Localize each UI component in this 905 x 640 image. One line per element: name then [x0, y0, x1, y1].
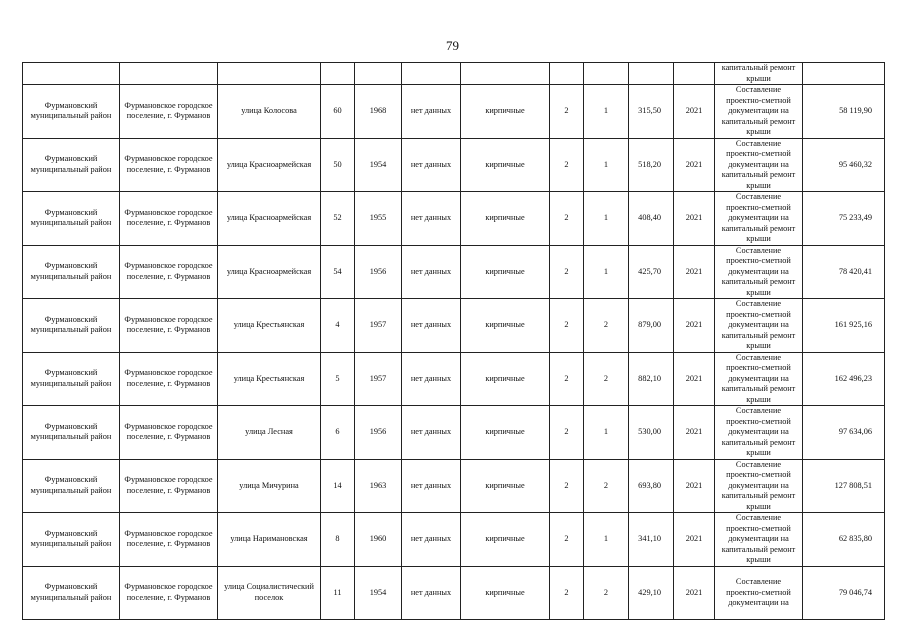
cell-floors: 2	[550, 513, 584, 567]
cell-wear: нет данных	[402, 406, 461, 460]
cell-area: 882,10	[629, 352, 674, 406]
cell-plan-year: 2021	[674, 192, 715, 246]
cell-entrances: 2	[584, 566, 629, 620]
table-row	[23, 245, 885, 299]
cell-work: Составление проектно-сметной документации на	[715, 566, 803, 620]
cell-wear: нет данных	[402, 138, 461, 192]
cell-street: улица Лесная	[218, 406, 321, 460]
table-row	[23, 192, 885, 246]
cell-wall: кирпичные	[461, 566, 550, 620]
cell-plan-year: 2021	[674, 513, 715, 567]
cell-settlement: Фурмановское городское поселение, г. Фурманов	[120, 406, 218, 460]
cell-cost: 58 119,90	[803, 85, 885, 139]
cell-plan-year: 2021	[674, 299, 715, 353]
cell-floors: 2	[550, 85, 584, 139]
cell-area: 425,70	[629, 245, 674, 299]
cell-wear: нет данных	[402, 245, 461, 299]
cell-district: Фурмановский муниципальный район	[23, 85, 120, 139]
cell-wear: нет данных	[402, 459, 461, 513]
cell-year: 1968	[355, 85, 402, 139]
cell-cost: 97 634,06	[803, 406, 885, 460]
cell-house: 14	[321, 459, 355, 513]
cell-settlement: Фурмановское городское поселение, г. Фурманов	[120, 513, 218, 567]
cell-district: Фурмановский муниципальный район	[23, 138, 120, 192]
cell-cost	[803, 63, 885, 85]
cell-wear: нет данных	[402, 513, 461, 567]
table-row	[23, 406, 885, 460]
cell-cost: 95 460,32	[803, 138, 885, 192]
cell-settlement: Фурмановское городское поселение, г. Фурманов	[120, 192, 218, 246]
cell-wall	[461, 63, 550, 85]
cell-plan-year: 2021	[674, 352, 715, 406]
cell-street: улица Социалистический поселок	[218, 566, 321, 620]
cell-plan-year: 2021	[674, 138, 715, 192]
cell-plan-year: 2021	[674, 406, 715, 460]
cell-year: 1957	[355, 352, 402, 406]
cell-year: 1957	[355, 299, 402, 353]
cell-entrances	[584, 63, 629, 85]
cell-street: улица Мичурина	[218, 459, 321, 513]
cell-settlement: Фурмановское городское поселение, г. Фурманов	[120, 459, 218, 513]
cell-street: улица Красноармейская	[218, 138, 321, 192]
cell-floors: 2	[550, 138, 584, 192]
cell-house: 50	[321, 138, 355, 192]
cell-street: улица Крестьянская	[218, 299, 321, 353]
cell-cost: 78 420,41	[803, 245, 885, 299]
cell-plan-year: 2021	[674, 245, 715, 299]
table-row	[23, 459, 885, 513]
cell-entrances: 1	[584, 245, 629, 299]
cell-cost: 62 835,80	[803, 513, 885, 567]
cell-district: Фурмановский муниципальный район	[23, 245, 120, 299]
cell-district: Фурмановский муниципальный район	[23, 299, 120, 353]
cell-work: Составление проектно-сметной документации на капитальный ремонт крыши	[715, 459, 803, 513]
cell-work: капитальный ремонт крыши	[715, 63, 803, 85]
cell-floors	[550, 63, 584, 85]
cell-house: 4	[321, 299, 355, 353]
cell-cost: 75 233,49	[803, 192, 885, 246]
cell-wall: кирпичные	[461, 85, 550, 139]
table-row	[23, 352, 885, 406]
cell-work: Составление проектно-сметной документации на капитальный ремонт крыши	[715, 513, 803, 567]
cell-plan-year: 2021	[674, 85, 715, 139]
cell-floors: 2	[550, 192, 584, 246]
cell-cost: 79 046,74	[803, 566, 885, 620]
table-row	[23, 513, 885, 567]
cell-cost: 127 808,51	[803, 459, 885, 513]
cell-settlement: Фурмановское городское поселение, г. Фурманов	[120, 566, 218, 620]
cell-floors: 2	[550, 566, 584, 620]
continuation-row	[23, 63, 885, 85]
cell-wall: кирпичные	[461, 352, 550, 406]
cell-work: Составление проектно-сметной документации на капитальный ремонт крыши	[715, 352, 803, 406]
cell-year: 1956	[355, 245, 402, 299]
cell-district	[23, 63, 120, 85]
cell-year: 1963	[355, 459, 402, 513]
cell-district: Фурмановский муниципальный район	[23, 406, 120, 460]
cell-street: улица Красноармейская	[218, 192, 321, 246]
cell-district: Фурмановский муниципальный район	[23, 513, 120, 567]
cell-work: Составление проектно-сметной документации на капитальный ремонт крыши	[715, 85, 803, 139]
table-row	[23, 299, 885, 353]
cell-area: 693,80	[629, 459, 674, 513]
cell-entrances: 1	[584, 513, 629, 567]
cell-wall: кирпичные	[461, 459, 550, 513]
cell-floors: 2	[550, 406, 584, 460]
cell-entrances: 1	[584, 85, 629, 139]
cell-street: улица Наримановская	[218, 513, 321, 567]
cell-floors: 2	[550, 459, 584, 513]
cell-area: 518,20	[629, 138, 674, 192]
cell-settlement: Фурмановское городское поселение, г. Фурманов	[120, 245, 218, 299]
cell-entrances: 2	[584, 459, 629, 513]
cell-year: 1954	[355, 566, 402, 620]
cell-area: 408,40	[629, 192, 674, 246]
cell-wall: кирпичные	[461, 406, 550, 460]
cell-wall: кирпичные	[461, 192, 550, 246]
cell-entrances: 1	[584, 138, 629, 192]
cell-work: Составление проектно-сметной документации на капитальный ремонт крыши	[715, 192, 803, 246]
cell-house: 5	[321, 352, 355, 406]
table-row	[23, 138, 885, 192]
cell-floors: 2	[550, 352, 584, 406]
cell-year: 1955	[355, 192, 402, 246]
cell-settlement	[120, 63, 218, 85]
cell-plan-year: 2021	[674, 459, 715, 513]
cell-year: 1954	[355, 138, 402, 192]
cell-year: 1956	[355, 406, 402, 460]
cell-district: Фурмановский муниципальный район	[23, 352, 120, 406]
cell-house: 6	[321, 406, 355, 460]
cell-wall: кирпичные	[461, 513, 550, 567]
cell-settlement: Фурмановское городское поселение, г. Фурманов	[120, 138, 218, 192]
cell-settlement: Фурмановское городское поселение, г. Фурманов	[120, 352, 218, 406]
cell-settlement: Фурмановское городское поселение, г. Фурманов	[120, 85, 218, 139]
cell-district: Фурмановский муниципальный район	[23, 192, 120, 246]
cell-wall: кирпичные	[461, 245, 550, 299]
cell-street: улица Колосова	[218, 85, 321, 139]
cell-wear: нет данных	[402, 299, 461, 353]
cell-plan-year: 2021	[674, 566, 715, 620]
cell-cost: 161 925,16	[803, 299, 885, 353]
cell-street	[218, 63, 321, 85]
cell-year: 1960	[355, 513, 402, 567]
cell-wear: нет данных	[402, 566, 461, 620]
cell-wear: нет данных	[402, 85, 461, 139]
cell-house: 60	[321, 85, 355, 139]
cell-entrances: 2	[584, 299, 629, 353]
cell-district: Фурмановский муниципальный район	[23, 566, 120, 620]
cell-street: улица Крестьянская	[218, 352, 321, 406]
cell-wear	[402, 63, 461, 85]
cell-work: Составление проектно-сметной документации на капитальный ремонт крыши	[715, 299, 803, 353]
cell-year	[355, 63, 402, 85]
cell-street: улица Красноармейская	[218, 245, 321, 299]
cell-wear: нет данных	[402, 192, 461, 246]
housing-table	[22, 62, 885, 620]
cell-house: 11	[321, 566, 355, 620]
cell-house: 52	[321, 192, 355, 246]
cell-house: 8	[321, 513, 355, 567]
cell-wall: кирпичные	[461, 299, 550, 353]
table-row	[23, 566, 885, 620]
cell-plan-year	[674, 63, 715, 85]
cell-work: Составление проектно-сметной документации на капитальный ремонт крыши	[715, 245, 803, 299]
cell-area	[629, 63, 674, 85]
cell-area: 429,10	[629, 566, 674, 620]
cell-floors: 2	[550, 299, 584, 353]
cell-floors: 2	[550, 245, 584, 299]
cell-entrances: 1	[584, 406, 629, 460]
cell-entrances: 1	[584, 192, 629, 246]
table-row	[23, 85, 885, 139]
cell-house	[321, 63, 355, 85]
housing-table-container	[22, 62, 884, 607]
cell-house: 54	[321, 245, 355, 299]
cell-district: Фурмановский муниципальный район	[23, 459, 120, 513]
cell-work: Составление проектно-сметной документации на капитальный ремонт крыши	[715, 138, 803, 192]
cell-settlement: Фурмановское городское поселение, г. Фурманов	[120, 299, 218, 353]
cell-wall: кирпичные	[461, 138, 550, 192]
cell-area: 530,00	[629, 406, 674, 460]
cell-area: 341,10	[629, 513, 674, 567]
cell-work: Составление проектно-сметной документации на капитальный ремонт крыши	[715, 406, 803, 460]
page-number: 79	[446, 38, 459, 53]
cell-cost: 162 496,23	[803, 352, 885, 406]
cell-wear: нет данных	[402, 352, 461, 406]
cell-area: 879,00	[629, 299, 674, 353]
cell-area: 315,50	[629, 85, 674, 139]
cell-entrances: 2	[584, 352, 629, 406]
